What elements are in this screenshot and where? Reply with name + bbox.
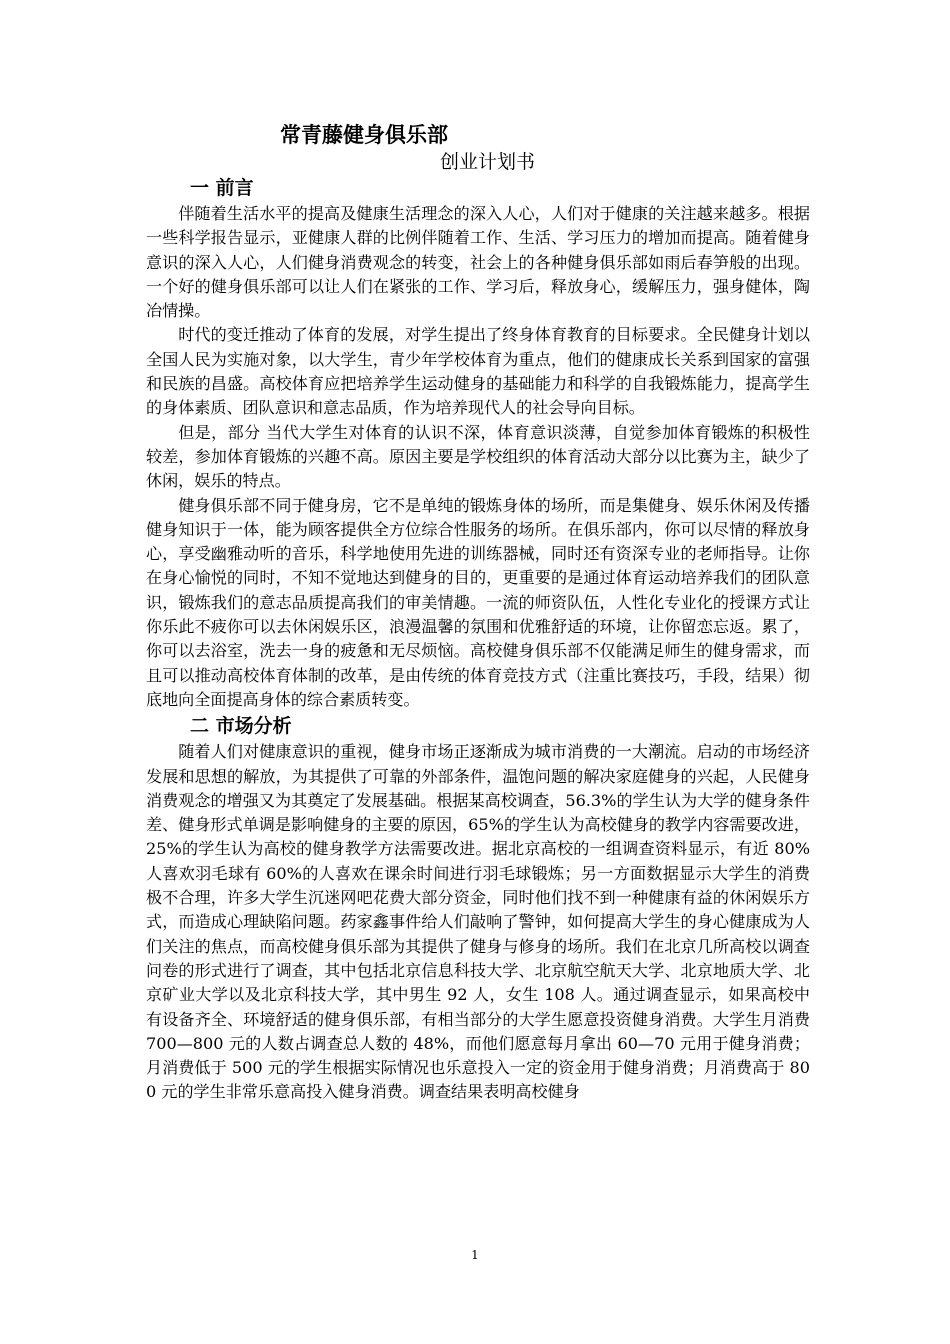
document-title: 常青藤健身俱乐部	[280, 123, 448, 147]
paragraph: 健身俱乐部不同于健身房，它不是单纯的锻炼身体的场所，而是集健身、娱乐休闲及传播健身知识于一体，能为顾客提供全方位综合性服务的场所。在俱乐部内，你可以尽情的释放身心，享受幽雅动听的音乐，科学地使用先进的训练器械，同时还有资深专业的老师指导。让你在身心愉悦的同时，不知不觉地达到健身的目的，更重要的是通过体育运动培养我们的团队意识，锻炼我们的意志品质提高我们的审美情趣。一流的师资队伍，人性化专业化的授课方式让你乐此不疲你可以去休闲娱乐区，浪漫温馨的氛围和优雅舒适的环境，让你留恋忘返。累了，你可以去浴室，洗去一身的疲惫和无尽烦恼。高校健身俱乐部不仅能满足师生的健身需求，而且可以推动高校体育体制的改革，是由传统的体育竞技方式（注重比赛技巧，手段，结果）彻底地向全面提高身体的综合素质转变。	[146, 495, 810, 709]
section-heading-preface: 一 前言	[190, 177, 254, 199]
document-subtitle: 创业计划书	[440, 151, 536, 173]
page-number: 1	[471, 1248, 479, 1262]
document-body	[146, 174, 810, 1105]
paragraph: 随着人们对健康意识的重视，健身市场正逐渐成为城市消费的一大潮流。启动的市场经济发展和思想的解放，为其提供了可靠的外部条件，温饱问题的解决家庭健身的兴起，人民健身消费观念的增强又为其奠定了发展基础。根据某高校调查，56.3%的学生认为大学的健身条件差、健身形式单调是影响健身的主要的原因，65%的学生认为高校健身的教学内容需要改进，25%的学生认为高校的健身教学方法需要改进。据北京高校的一组调查资料显示，有近 80%人喜欢羽毛球有 60%的人喜欢在课余时间进行羽毛球锻炼；另一方面数据显示大学生的消费极不合理，许多大学生沉迷网吧花费大部分资金，同时他们找不到一种健康有益的休闲娱乐方式，而造成心理缺陷问题。药家鑫事件给人们敲响了警钟，如何提高大学生的身心健康成为人们关注的焦点，而高校健身俱乐部为其提供了健身与修身的场所。我们在北京几所高校以调查问卷的形式进行了调查，其中包括北京信息科技大学、北京航空航天大学、北京地质大学、北京矿业大学以及北京科技大学，其中男生 92 人，女生 108 人。通过调查显示，如果高校中有设备齐全、环境舒适的健身俱乐部，有相当部分的大学生愿意投资健身消费。大学生月消费 700—800 元的人数占调查总人数的 48%，而他们愿意每月拿出 60—70 元用于健身消费；月消费低于 500 元的学生根据实际情况也乐意投入一定的资金用于健身消费；月消费高于 800 元的学生非常乐意高投入健身消费。调查结果表明高校健身	[146, 742, 810, 1102]
paragraph: 但是，部分 当代大学生对体育的认识不深，体育意识淡薄，自觉参加体育锻炼的积极性较差，参加体育锻炼的兴趣不高。原因主要是学校组织的体育活动大部分以比赛为主，缺少了休闲，娱乐的特点。	[146, 422, 810, 491]
paragraph: 伴随着生活水平的提高及健康生活理念的深入人心，人们对于健康的关注越来越多。根据一些科学报告显示，亚健康人群的比例伴随着工作、生活、学习压力的增加而提高。随着健身意识的深入人心，人们健身消费观念的转变，社会上的各种健身俱乐部如雨后春笋般的出现。一个好的健身俱乐部可以让人们在紧张的工作、学习后，释放身心，缓解压力，强身健体，陶冶情操。	[146, 204, 810, 321]
paragraph: 时代的变迁推动了体育的发展，对学生提出了终身体育教育的目标要求。全民健身计划以全国人民为实施对象，以大学生，青少年学校体育为重点，他们的健康成长关系到国家的富强和民族的昌盛。高校体育应把培养学生运动健身的基础能力和科学的自我锻炼能力，提高学生的身体素质、团队意识和意志品质，作为培养现代人的社会导向目标。	[146, 325, 810, 418]
section-heading-market-analysis: 二 市场分析	[190, 715, 292, 738]
